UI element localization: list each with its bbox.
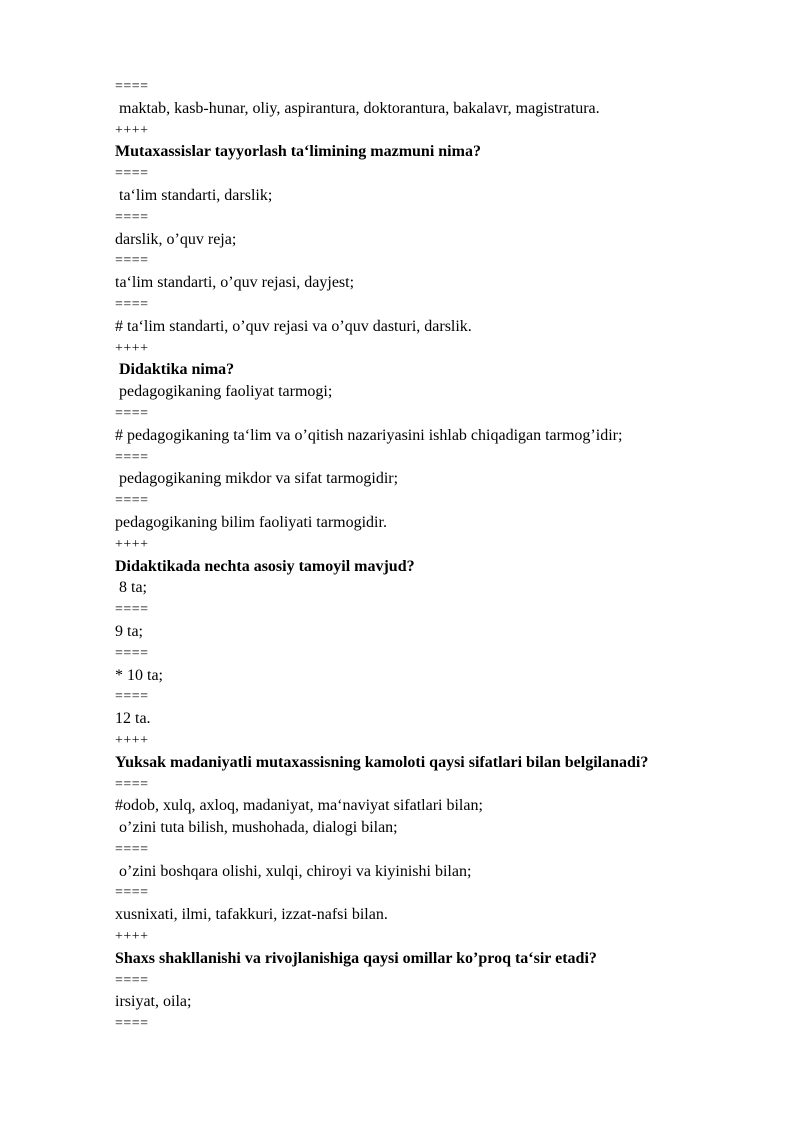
- question-separator: ++++: [115, 732, 149, 748]
- question-text: Shaxs shakllanishi va rivojlanishiga qaysi omillar ko’proq ta‘sir etadi?: [115, 949, 597, 967]
- question-separator: ++++: [115, 122, 149, 138]
- answer-option: darslik, o’quv reja;: [115, 230, 237, 248]
- answer-separator: ====: [115, 209, 149, 225]
- answer-option: pedagogikaning faoliyat tarmogi;: [115, 383, 333, 401]
- answer-separator: ====: [115, 841, 149, 857]
- answer-option: # ta‘lim standarti, o’quv rejasi va o’quv dasturi, darslik.: [115, 317, 472, 335]
- answer-separator: ====: [115, 405, 149, 421]
- answer-option: ta‘lim standarti, darslik;: [115, 186, 273, 204]
- question-text: Didaktika nima?: [115, 361, 235, 379]
- answer-separator: ====: [115, 885, 149, 901]
- answer-separator: ====: [115, 645, 149, 661]
- answer-separator: ====: [115, 493, 149, 509]
- answer-option: * 10 ta;: [115, 666, 163, 684]
- answer-option: irsiyat, oila;: [115, 993, 192, 1011]
- answer-option: 12 ta.: [115, 710, 151, 728]
- question-text: Didaktikada nechta asosiy tamoyil mavjud?: [115, 557, 415, 575]
- answer-option: maktab, kasb-hunar, oliy, aspirantura, doktorantura, bakalavr, magistratura.: [115, 99, 600, 117]
- question-text: Yuksak madaniyatli mutaxassisning kamoloti qaysi sifatlari bilan belgilanadi?: [115, 753, 649, 771]
- question-separator: ++++: [115, 536, 149, 552]
- answer-separator: ====: [115, 166, 149, 182]
- test-question-list: [115, 76, 755, 1035]
- answer-option: o’zini boshqara olishi, xulqi, chiroyi va kiyinishi bilan;: [115, 862, 472, 880]
- answer-option: # pedagogikaning ta‘lim va o’qitish nazariyasini ishlab chiqadigan tarmog’idir;: [115, 426, 623, 444]
- answer-separator: ====: [115, 776, 149, 792]
- answer-option: #odob, xulq, axloq, madaniyat, ma‘naviyat sifatlari bilan;: [115, 797, 483, 815]
- answer-separator: ====: [115, 296, 149, 312]
- answer-option: pedagogikaning bilim faoliyati tarmogidir.: [115, 513, 387, 531]
- answer-option: o’zini tuta bilish, mushohada, dialogi bilan;: [115, 819, 398, 837]
- answer-option: ta‘lim standarti, o’quv rejasi, dayjest;: [115, 274, 355, 292]
- answer-option: 9 ta;: [115, 622, 143, 640]
- question-separator: ++++: [115, 929, 149, 945]
- answer-separator: ====: [115, 79, 149, 94]
- answer-option: pedagogikaning mikdor va sifat tarmogidir;: [115, 470, 399, 488]
- answer-option: 8 ta;: [115, 579, 147, 597]
- question-separator: ++++: [115, 340, 149, 356]
- question-text: Mutaxassislar tayyorlash ta‘limining mazmuni nima?: [115, 143, 481, 161]
- answer-separator: ====: [115, 449, 149, 465]
- answer-separator: ====: [115, 602, 149, 618]
- answer-separator: ====: [115, 689, 149, 705]
- answer-separator: ====: [115, 1016, 149, 1032]
- answer-option: xusnixati, ilmi, tafakkuri, izzat-nafsi bilan.: [115, 906, 388, 924]
- answer-separator: ====: [115, 253, 149, 269]
- answer-separator: ====: [115, 972, 149, 988]
